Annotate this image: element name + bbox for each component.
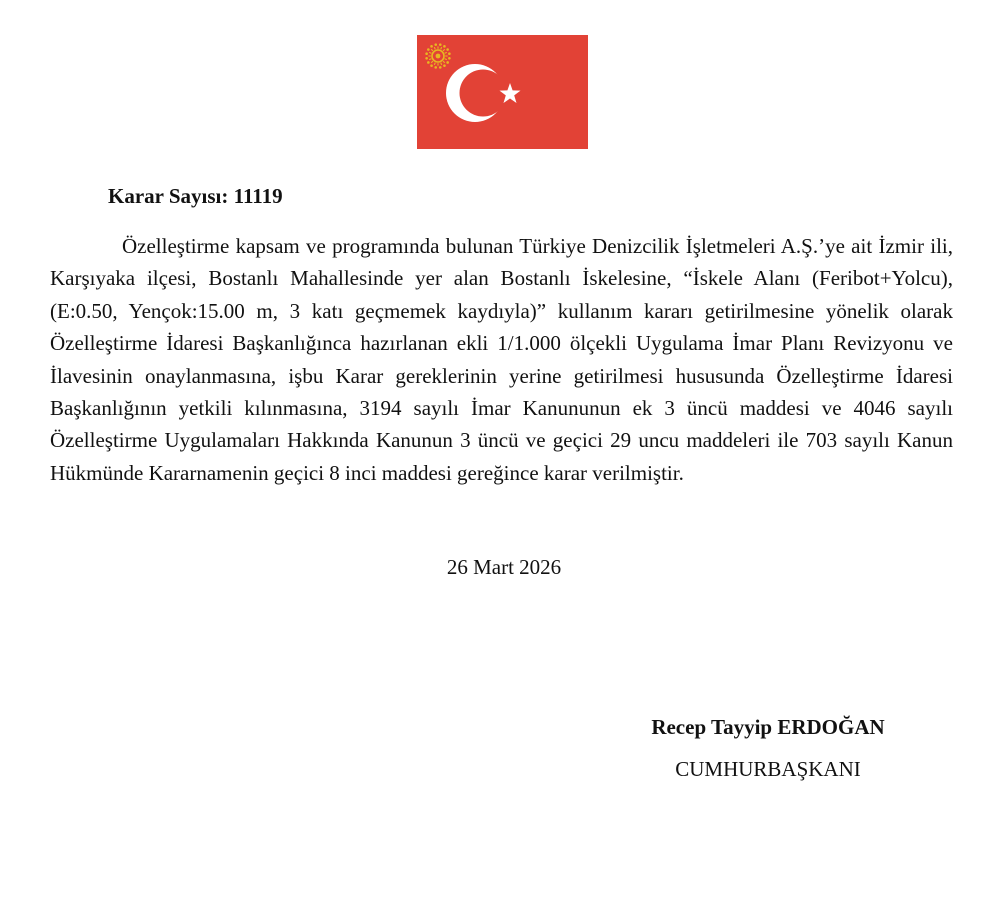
seal-star: [427, 61, 430, 64]
seal-star: [446, 61, 449, 64]
turkish-flag-emblem: [417, 35, 588, 149]
flag-svg: [417, 35, 588, 149]
seal-star: [434, 43, 437, 46]
seal-star: [430, 64, 433, 67]
seal-star: [446, 48, 449, 51]
signer-title: CUMHURBAŞKANI: [675, 757, 861, 781]
decision-body-text: Özelleştirme kapsam ve programında bulunan Türkiye Denizcilik İşletmeleri A.Ş.’ye ait İzmir ili, Karşıyaka ilçesi, Bostanlı Mahallesinde yer alan Bostanlı İskelesine, “İskele Alanı (Feribot+Yolcu), (E:0.50, Yençok:15.00 m, 3 katı geçmemek kaydıyla)” kullanım kararı getirilmesine yönelik olarak Özelleştirme İdaresi Başkanlığınca hazırlanan ekli 1/1.000 ölçekli Uygulama İmar Planı Revizyonu ve İlavesinin onaylanmasına, işbu Karar gereklerinin yerine getirilmesi hususunda Özelleştirme İdaresi Başkanlığının yetkili kılınmasına, 3194 sayılı İmar Kanununun ek 3 üncü maddesi ve 4046 sayılı Özelleştirme Uygulamaları Hakkında Kanunun 3 üncü ve geçici 29 uncu maddeleri ile 703 sayılı Kanun Hükmünde Kararnamenin geçici 8 inci maddesi gereğince karar verilmiştir.: [50, 234, 953, 485]
seal-star: [443, 45, 446, 48]
seal-star: [439, 43, 442, 46]
decision-number: Karar Sayısı: 11119: [108, 184, 283, 208]
decision-date: 26 Mart 2026: [446, 555, 562, 579]
seal-star: [448, 52, 451, 55]
seal-star: [439, 66, 442, 69]
seal-star: [443, 64, 446, 67]
signer-name: Recep Tayyip ERDOĞAN: [651, 715, 885, 739]
seal-star: [434, 66, 437, 69]
seal-star: [427, 48, 430, 51]
seal-star: [425, 57, 428, 60]
crescent-inner: [460, 70, 507, 117]
seal-star: [448, 57, 451, 60]
seal-star: [430, 45, 433, 48]
seal-star: [425, 52, 428, 55]
